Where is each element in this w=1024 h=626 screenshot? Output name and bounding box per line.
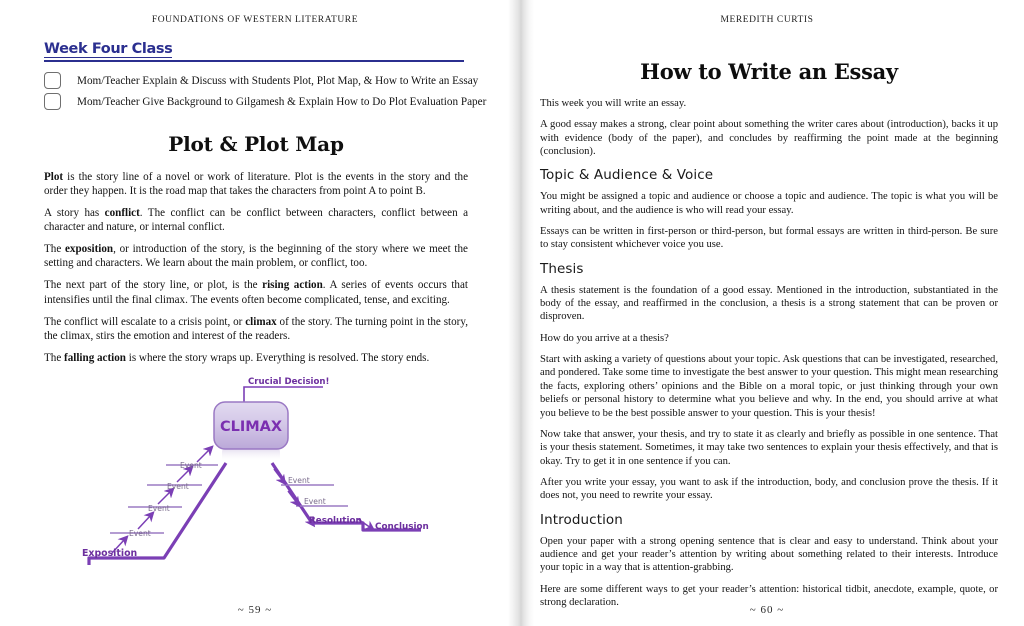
section-heading-thesis: Thesis xyxy=(540,260,584,277)
paragraph-exposition-text: , or introduction of the story, is the beginning of the story where we meet the setting and characters. We learn about the main problem, or conflict, too. xyxy=(44,243,468,270)
week-four-class-heading-text: Week Four Class xyxy=(44,41,173,57)
checklist-item-label: Mom/Teacher Give Background to Gilgamesh & Explain How to Do Plot Evaluation Paper xyxy=(77,95,487,108)
right-running-head: MEREDITH CURTIS xyxy=(720,15,814,25)
page-gutter xyxy=(508,0,534,626)
term-falling-action: falling action xyxy=(64,351,126,364)
paragraph: Now take that answer, your thesis, and try to state it as clearly and briefly as possible in one sentence. That is your thesis statement. Sometimes, it may take two sentences to explain your thesis effectively, and that is okay. Try to get it in one sentence if you can. xyxy=(540,428,998,467)
section-heading-introduction: Introduction xyxy=(540,511,623,528)
climax-label: CLIMAX xyxy=(219,418,283,435)
resolution-label: Resolution xyxy=(309,515,362,526)
rising-event-label-4: Event xyxy=(180,460,202,470)
checklist-item[interactable] xyxy=(44,72,479,89)
left-page-body xyxy=(44,170,468,365)
crucial-decision-label: Crucial Decision! xyxy=(248,376,330,387)
paragraph: Start with asking a variety of questions about your topic. Ask questions that can be investigated, researched, and pondered. Take some time to investigate the best answer to your question. This might mean researching the facts, exploring others’ opinions and the Bible on a moral topic, or just thinking through your own beliefs or personal history to determine what you believe and why. In the end, you should arrive at what you believe to be the best possible answer to your question. This is your thesis! xyxy=(540,354,998,419)
left-running-head: FOUNDATIONS OF WESTERN LITERATURE xyxy=(151,15,359,25)
paragraph-exposition-pre: The xyxy=(44,243,65,256)
paragraph-climax-text: of the story. The turning point in the story, the climax, stirs the emotion and interest of the readers. xyxy=(44,315,468,342)
week-four-class-heading xyxy=(44,41,464,62)
paragraph-plot-text: is the story line of a novel or work of literature. Plot is the events in the story and the order they happen. It is the road map that takes the characters from point A to point B. xyxy=(44,171,468,198)
paragraph: How do you arrive at a thesis? xyxy=(540,332,669,344)
rising-arrow-2 xyxy=(158,491,171,504)
term-conflict: conflict xyxy=(104,207,140,220)
checkbox-explain-discuss[interactable] xyxy=(44,72,61,89)
paragraph: After you write your essay, you want to ask if the introduction, body, and conclusion prove the thesis. If it does not, you need to rewrite your essay. xyxy=(540,476,998,502)
crucial-decision-leader xyxy=(244,387,323,403)
paragraph-rising-action-text: . A series of events occurs that intensifies until the final climax. The events often become complicated, tense, and exciting. xyxy=(44,279,468,306)
plot-map-diagram xyxy=(76,373,436,578)
paragraph-rising-action xyxy=(44,278,468,306)
rising-event-label-3: Event xyxy=(167,481,189,491)
falling-event-label-1: Event xyxy=(288,475,310,485)
paragraph: A good essay makes a strong, clear point about something the writer cares about (introduction), backs it up with evidence (body of the paper), and concludes by reaffirming the point made at the beginning (conclusion). xyxy=(540,119,998,158)
paragraph-falling-action-pre: The xyxy=(44,351,65,364)
paragraph-plot xyxy=(44,170,468,198)
left-page xyxy=(0,0,510,626)
left-page-folio: ~ 59 ~ xyxy=(237,604,273,616)
right-page xyxy=(510,0,1024,626)
right-page-body xyxy=(540,97,998,609)
plot-and-plot-map-title: Plot & Plot Map xyxy=(168,132,344,156)
conclusion-label: Conclusion xyxy=(375,521,429,532)
term-plot: Plot xyxy=(44,171,64,183)
left-page-content xyxy=(0,25,510,578)
paragraph-climax xyxy=(44,315,468,343)
section-heading-topic-audience-voice: Topic & Audience & Voice xyxy=(540,167,714,184)
right-page-content xyxy=(510,25,1024,609)
paragraph-exposition xyxy=(44,242,468,270)
how-to-write-an-essay-title: How to Write an Essay xyxy=(640,59,898,84)
rising-arrow-3 xyxy=(177,469,190,482)
paragraph: This week you will write an essay. xyxy=(540,98,687,109)
paragraph-rising-action-pre: The next part of the story line, or plot, is the xyxy=(44,279,263,292)
paragraph-conflict xyxy=(44,206,468,234)
plot-map-svg xyxy=(76,373,436,578)
paragraph: Here are some different ways to get your reader’s attention: historical tidbit, anecdote, example, quote, or strong declaration. xyxy=(540,583,998,608)
paragraph-climax-pre: The conflict will escalate to a crisis point, or xyxy=(44,315,246,328)
paragraph-falling-action-text: is where the story wraps up. Everything is resolved. The story ends. xyxy=(125,351,430,364)
checklist-item[interactable] xyxy=(44,93,487,110)
paragraph-conflict-pre: A story has xyxy=(44,207,105,220)
term-rising-action: rising action xyxy=(262,279,323,292)
falling-event-label-2: Event xyxy=(304,496,326,506)
checklist-item-label: Mom/Teacher Explain & Discuss with Students Plot, Plot Map, & How to Write an Essay xyxy=(77,74,479,87)
class-checklist xyxy=(44,72,487,110)
paragraph: Essays can be written in first-person or third-person, but formal essays are written in third-person. Be sure to stay consistent whichever voice you use. xyxy=(540,226,998,251)
climax-box-reflection xyxy=(222,448,280,462)
paragraph: You might be assigned a topic and audience or choose a topic and audience. The topic is what you will be writing about, and the audience is who will read your essay. xyxy=(540,191,998,216)
paragraph-falling-action xyxy=(44,351,468,365)
exposition-label: Exposition xyxy=(82,547,138,559)
right-page-folio: ~ 60 ~ xyxy=(749,604,785,616)
term-climax: climax xyxy=(245,315,277,328)
checkbox-gilgamesh-background[interactable] xyxy=(44,93,61,110)
rising-event-label-1: Event xyxy=(129,528,151,538)
paragraph: A thesis statement is the foundation of a good essay. Mentioned in the introduction, substantiated in the body of the essay, and reaffirmed in the conclusion, a thesis is a strong statement that can be proven or disproven. xyxy=(540,284,998,323)
rising-event-label-2: Event xyxy=(148,503,170,513)
paragraph: Open your paper with a strong opening sentence that is clear and easy to understand. Think about your audience and get your reader’s attention by writing about something related to their interests. Introduce your topic in a way that is attention-grabbing. xyxy=(540,535,998,574)
rising-arrow-1 xyxy=(138,515,151,529)
paragraph-conflict-text: . The conflict can be conflict between characters, conflict between a character and nature, or internal conflict. xyxy=(44,207,468,234)
term-exposition: exposition xyxy=(65,243,114,256)
